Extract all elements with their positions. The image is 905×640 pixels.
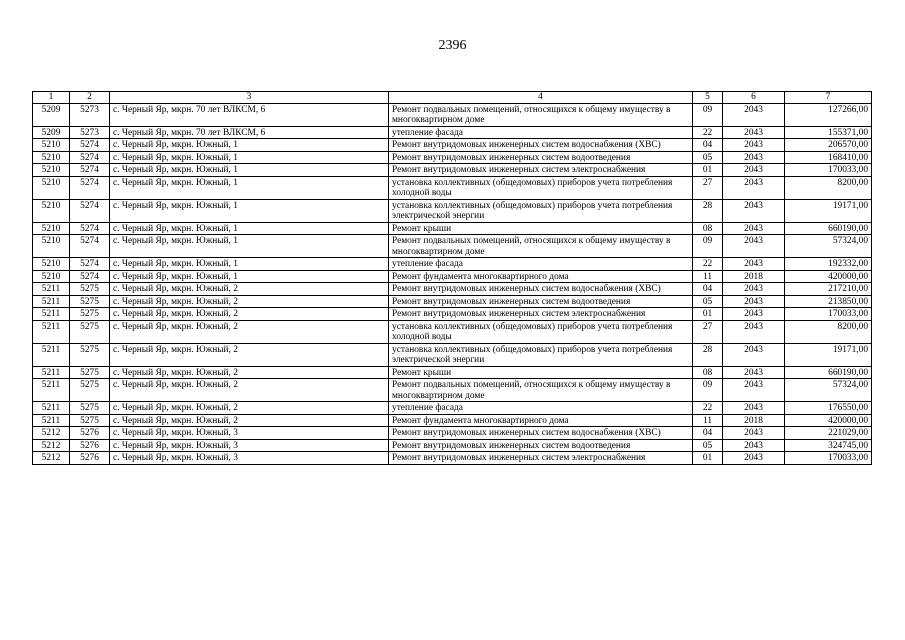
table-row: [33, 270, 872, 283]
year-cell: 2043: [723, 126, 785, 139]
work-code-cell: 28: [693, 199, 723, 222]
cost-cell: 57324,00: [785, 379, 872, 402]
house-id-cell: 5273: [70, 126, 110, 139]
column-header: 1: [33, 92, 70, 104]
address-cell: с. Черный Яр, мкрн. Южный, 1: [110, 164, 389, 177]
address-cell: с. Черный Яр, мкрн. 70 лет ВЛКСМ, 6: [110, 103, 389, 126]
year-cell: 2043: [723, 343, 785, 366]
work-code-cell: 27: [693, 176, 723, 199]
page-number: 2396: [438, 38, 467, 53]
work-type-cell: Ремонт внутридомовых инженерных систем водоснабжения (ХВС): [389, 139, 693, 152]
year-cell: 2043: [723, 320, 785, 343]
house-id-cell: 5274: [70, 258, 110, 271]
row-number-cell: 5211: [33, 414, 70, 427]
work-code-cell: 05: [693, 295, 723, 308]
year-cell: 2043: [723, 176, 785, 199]
work-code-cell: 09: [693, 235, 723, 258]
work-type-cell: Ремонт внутридомовых инженерных систем водоотведения: [389, 151, 693, 164]
work-type-cell: Ремонт крыши: [389, 366, 693, 379]
row-number-cell: 5209: [33, 103, 70, 126]
row-number-cell: 5210: [33, 139, 70, 152]
cost-cell: 206570,00: [785, 139, 872, 152]
house-id-cell: 5275: [70, 308, 110, 321]
cost-cell: 57324,00: [785, 235, 872, 258]
table-row: [33, 402, 872, 415]
house-id-cell: 5275: [70, 320, 110, 343]
table-row: [33, 139, 872, 152]
house-id-cell: 5274: [70, 176, 110, 199]
house-id-cell: 5275: [70, 343, 110, 366]
row-number-cell: 5210: [33, 235, 70, 258]
cost-cell: 420000,00: [785, 414, 872, 427]
address-cell: с. Черный Яр, мкрн. Южный, 2: [110, 320, 389, 343]
cost-cell: 19171,00: [785, 199, 872, 222]
house-id-cell: 5275: [70, 366, 110, 379]
work-type-cell: Ремонт внутридомовых инженерных систем электроснабжения: [389, 164, 693, 177]
address-cell: с. Черный Яр, мкрн. Южный, 3: [110, 452, 389, 465]
work-code-cell: 04: [693, 427, 723, 440]
work-type-cell: Ремонт внутридомовых инженерных систем водоснабжения (ХВС): [389, 427, 693, 440]
table-row: [33, 235, 872, 258]
address-cell: с. Черный Яр, мкрн. Южный, 2: [110, 366, 389, 379]
year-cell: 2043: [723, 402, 785, 415]
work-type-cell: Ремонт внутридомовых инженерных систем водоотведения: [389, 439, 693, 452]
work-type-cell: Ремонт подвальных помещений, относящихся к общему имуществу в многоквартирном доме: [389, 235, 693, 258]
table-row: [33, 379, 872, 402]
house-id-cell: 5276: [70, 452, 110, 465]
row-number-cell: 5210: [33, 164, 70, 177]
address-cell: с. Черный Яр, мкрн. Южный, 2: [110, 414, 389, 427]
address-cell: с. Черный Яр, мкрн. Южный, 3: [110, 427, 389, 440]
address-cell: с. Черный Яр, мкрн. Южный, 2: [110, 295, 389, 308]
work-type-cell: утепление фасада: [389, 126, 693, 139]
house-id-cell: 5275: [70, 283, 110, 296]
row-number-cell: 5210: [33, 151, 70, 164]
house-id-cell: 5276: [70, 427, 110, 440]
cost-cell: 170033,00: [785, 452, 872, 465]
work-code-cell: 09: [693, 379, 723, 402]
address-cell: с. Черный Яр, мкрн. Южный, 2: [110, 283, 389, 296]
cost-cell: 217210,00: [785, 283, 872, 296]
house-id-cell: 5274: [70, 151, 110, 164]
work-type-cell: Ремонт внутридомовых инженерных систем водоотведения: [389, 295, 693, 308]
cost-cell: 168410,00: [785, 151, 872, 164]
row-number-cell: 5211: [33, 343, 70, 366]
address-cell: с. Черный Яр, мкрн. Южный, 1: [110, 139, 389, 152]
work-type-cell: утепление фасада: [389, 258, 693, 271]
cost-cell: 8200,00: [785, 176, 872, 199]
row-number-cell: 5210: [33, 176, 70, 199]
table-row: [33, 295, 872, 308]
address-cell: с. Черный Яр, мкрн. Южный, 1: [110, 176, 389, 199]
table-row: [33, 427, 872, 440]
work-code-cell: 22: [693, 402, 723, 415]
work-type-cell: Ремонт крыши: [389, 222, 693, 235]
year-cell: 2043: [723, 199, 785, 222]
house-id-cell: 5274: [70, 222, 110, 235]
work-code-cell: 28: [693, 343, 723, 366]
year-cell: 2018: [723, 270, 785, 283]
cost-cell: 660190,00: [785, 366, 872, 379]
program-table: [32, 91, 872, 465]
row-number-cell: 5212: [33, 452, 70, 465]
house-id-cell: 5274: [70, 199, 110, 222]
year-cell: 2043: [723, 379, 785, 402]
house-id-cell: 5274: [70, 164, 110, 177]
header-row: [33, 92, 872, 104]
column-header: 6: [723, 92, 785, 104]
row-number-cell: 5211: [33, 379, 70, 402]
year-cell: 2043: [723, 283, 785, 296]
table-row: [33, 283, 872, 296]
table-row: [33, 366, 872, 379]
column-header: 4: [389, 92, 693, 104]
year-cell: 2043: [723, 366, 785, 379]
work-type-cell: Ремонт подвальных помещений, относящихся к общему имуществу в многоквартирном доме: [389, 103, 693, 126]
work-type-cell: установка коллективных (общедомовых) приборов учета потребления холодной воды: [389, 320, 693, 343]
work-code-cell: 04: [693, 283, 723, 296]
table-row: [33, 199, 872, 222]
cost-cell: 324745,00: [785, 439, 872, 452]
work-type-cell: Ремонт фундамента многоквартирного дома: [389, 414, 693, 427]
table-row: [33, 103, 872, 126]
cost-cell: 170033,00: [785, 308, 872, 321]
address-cell: с. Черный Яр, мкрн. Южный, 1: [110, 199, 389, 222]
work-code-cell: 08: [693, 222, 723, 235]
address-cell: с. Черный Яр, мкрн. Южный, 1: [110, 151, 389, 164]
house-id-cell: 5273: [70, 103, 110, 126]
address-cell: с. Черный Яр, мкрн. Южный, 2: [110, 402, 389, 415]
house-id-cell: 5276: [70, 439, 110, 452]
column-header: 7: [785, 92, 872, 104]
table-row: [33, 126, 872, 139]
work-code-cell: 22: [693, 258, 723, 271]
work-type-cell: Ремонт внутридомовых инженерных систем электроснабжения: [389, 452, 693, 465]
cost-cell: 19171,00: [785, 343, 872, 366]
cost-cell: 192332,00: [785, 258, 872, 271]
table-row: [33, 176, 872, 199]
house-id-cell: 5274: [70, 235, 110, 258]
address-cell: с. Черный Яр, мкрн. 70 лет ВЛКСМ, 6: [110, 126, 389, 139]
work-type-cell: Ремонт фундамента многоквартирного дома: [389, 270, 693, 283]
year-cell: 2043: [723, 452, 785, 465]
house-id-cell: 5275: [70, 379, 110, 402]
work-code-cell: 01: [693, 308, 723, 321]
row-number-cell: 5211: [33, 295, 70, 308]
address-cell: с. Черный Яр, мкрн. Южный, 1: [110, 258, 389, 271]
column-header: 2: [70, 92, 110, 104]
address-cell: с. Черный Яр, мкрн. Южный, 2: [110, 308, 389, 321]
table-row: [33, 151, 872, 164]
column-header: 3: [110, 92, 389, 104]
work-type-cell: Ремонт внутридомовых инженерных систем водоснабжения (ХВС): [389, 283, 693, 296]
work-type-cell: установка коллективных (общедомовых) приборов учета потребления электрической энергии: [389, 343, 693, 366]
row-number-cell: 5211: [33, 308, 70, 321]
year-cell: 2043: [723, 103, 785, 126]
table-body: [33, 103, 872, 464]
row-number-cell: 5210: [33, 258, 70, 271]
house-id-cell: 5275: [70, 295, 110, 308]
work-code-cell: 27: [693, 320, 723, 343]
address-cell: с. Черный Яр, мкрн. Южный, 3: [110, 439, 389, 452]
cost-cell: 170033,00: [785, 164, 872, 177]
work-type-cell: установка коллективных (общедомовых) приборов учета потребления электрической энергии: [389, 199, 693, 222]
cost-cell: 155371,00: [785, 126, 872, 139]
house-id-cell: 5275: [70, 402, 110, 415]
cost-cell: 127266,00: [785, 103, 872, 126]
work-type-cell: установка коллективных (общедомовых) приборов учета потребления холодной воды: [389, 176, 693, 199]
house-id-cell: 5274: [70, 139, 110, 152]
cost-cell: 213850,00: [785, 295, 872, 308]
address-cell: с. Черный Яр, мкрн. Южный, 2: [110, 379, 389, 402]
row-number-cell: 5211: [33, 402, 70, 415]
table-row: [33, 452, 872, 465]
table-row: [33, 414, 872, 427]
address-cell: с. Черный Яр, мкрн. Южный, 1: [110, 222, 389, 235]
address-cell: с. Черный Яр, мкрн. Южный, 2: [110, 343, 389, 366]
work-type-cell: Ремонт внутридомовых инженерных систем электроснабжения: [389, 308, 693, 321]
table-row: [33, 439, 872, 452]
work-code-cell: 05: [693, 151, 723, 164]
work-code-cell: 04: [693, 139, 723, 152]
year-cell: 2043: [723, 139, 785, 152]
table-row: [33, 164, 872, 177]
table-row: [33, 308, 872, 321]
cost-cell: 176550,00: [785, 402, 872, 415]
year-cell: 2043: [723, 308, 785, 321]
row-number-cell: 5212: [33, 427, 70, 440]
year-cell: 2043: [723, 222, 785, 235]
work-code-cell: 08: [693, 366, 723, 379]
cost-cell: 221029,00: [785, 427, 872, 440]
row-number-cell: 5209: [33, 126, 70, 139]
house-id-cell: 5275: [70, 414, 110, 427]
row-number-cell: 5212: [33, 439, 70, 452]
table-row: [33, 222, 872, 235]
work-type-cell: утепление фасада: [389, 402, 693, 415]
work-code-cell: 09: [693, 103, 723, 126]
work-type-cell: Ремонт подвальных помещений, относящихся к общему имуществу в многоквартирном доме: [389, 379, 693, 402]
row-number-cell: 5211: [33, 283, 70, 296]
work-code-cell: 11: [693, 270, 723, 283]
year-cell: 2043: [723, 427, 785, 440]
table-row: [33, 343, 872, 366]
work-code-cell: 11: [693, 414, 723, 427]
address-cell: с. Черный Яр, мкрн. Южный, 1: [110, 235, 389, 258]
year-cell: 2043: [723, 235, 785, 258]
year-cell: 2043: [723, 151, 785, 164]
table-row: [33, 258, 872, 271]
row-number-cell: 5211: [33, 320, 70, 343]
row-number-cell: 5210: [33, 222, 70, 235]
work-code-cell: 05: [693, 439, 723, 452]
year-cell: 2018: [723, 414, 785, 427]
table-row: [33, 320, 872, 343]
year-cell: 2043: [723, 295, 785, 308]
cost-cell: 420000,00: [785, 270, 872, 283]
house-id-cell: 5274: [70, 270, 110, 283]
row-number-cell: 5210: [33, 199, 70, 222]
address-cell: с. Черный Яр, мкрн. Южный, 1: [110, 270, 389, 283]
year-cell: 2043: [723, 164, 785, 177]
year-cell: 2043: [723, 439, 785, 452]
work-code-cell: 01: [693, 164, 723, 177]
year-cell: 2043: [723, 258, 785, 271]
work-code-cell: 01: [693, 452, 723, 465]
row-number-cell: 5211: [33, 366, 70, 379]
cost-cell: 8200,00: [785, 320, 872, 343]
cost-cell: 660190,00: [785, 222, 872, 235]
row-number-cell: 5210: [33, 270, 70, 283]
column-header: 5: [693, 92, 723, 104]
work-code-cell: 22: [693, 126, 723, 139]
